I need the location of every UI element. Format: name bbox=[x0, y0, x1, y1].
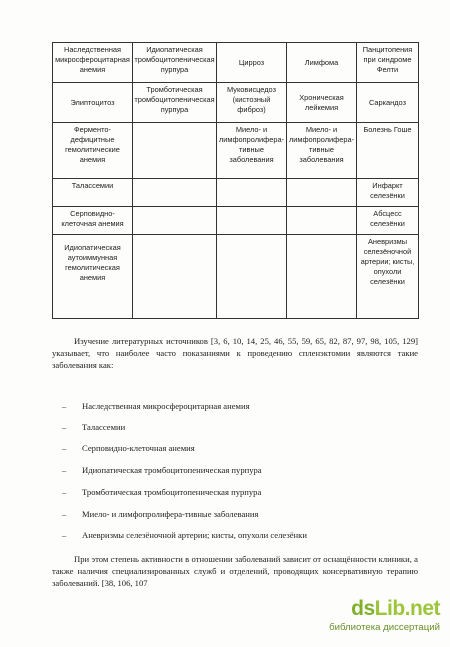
outro-paragraph: При этом степень активности в отношении заболеваний зависит от оснащённости клиники, а также наличия специализированных служб и отделений, проводящих консервативную терапию заболеваний. [38, 106, 107 bbox=[52, 554, 418, 588]
list-dash: – bbox=[62, 530, 67, 540]
table-cell: Абсцесс селезёнки bbox=[357, 207, 419, 235]
list-dash: – bbox=[62, 465, 67, 475]
table-cell: Болезнь Гоше bbox=[357, 123, 419, 179]
list-item-text: Тромботическая тромбоцитопеническая пурпура bbox=[82, 487, 262, 497]
list-item-text: Миело- и лимфопролифера-тивные заболевания bbox=[82, 509, 259, 519]
intro-paragraph: Изучение литературных источников [3, 6, 10, 14, 25, 46, 55, 59, 65, 82, 87, 97, 98, 105, 129] указывает, что наиболее часто показаниями к проведению спленэктомии являются такие заболевания как: bbox=[52, 336, 418, 370]
table-cell: Элиптоцитоз bbox=[53, 83, 133, 123]
list-item bbox=[62, 464, 262, 476]
table-cell: Миело- и лимфопролифера-тивные заболевания bbox=[217, 123, 287, 179]
document-body bbox=[52, 0, 418, 647]
list-item bbox=[62, 508, 258, 520]
table-cell: Миело- и лимфопролифера-тивные заболевания bbox=[287, 123, 357, 179]
table-cell: Саркандоз bbox=[357, 83, 419, 123]
table-cell: Талассемии bbox=[53, 179, 133, 207]
list-item bbox=[62, 486, 261, 498]
header-cell: Идиопатическая тромбоцитопеническая пурпура bbox=[133, 43, 217, 83]
dslib-logo bbox=[351, 597, 440, 621]
logo-ds: ds bbox=[351, 597, 375, 620]
header-cell: Цирроз bbox=[217, 43, 287, 83]
table-cell: Муковисцедоз (кистозный фиброз) bbox=[217, 83, 287, 123]
list-dash: – bbox=[62, 509, 67, 519]
list-item bbox=[62, 400, 250, 412]
dslib-watermark bbox=[316, 597, 444, 639]
list-item-text: Серповидно-клеточная анемия bbox=[82, 443, 195, 453]
table-cell: Тромботическая тромбоцитопеническая пурпура bbox=[133, 83, 217, 123]
list-item-text: Талассемии bbox=[82, 422, 126, 432]
table-cell: Хроническая лейкемия bbox=[287, 83, 357, 123]
list-item-text: Наследственная микросфероцитарная анемия bbox=[82, 401, 250, 411]
list-item bbox=[62, 529, 307, 541]
list-item-text: Аневризмы селезёночной артерии; кисты, опухоли селезёнки bbox=[82, 530, 307, 540]
list-item-text: Идиопатическая тромбоцитопеническая пурпура bbox=[82, 465, 262, 475]
header-cell: Панцитопения при синдроме Фелти bbox=[357, 43, 419, 83]
header-cell: Лимфома bbox=[287, 43, 357, 83]
table-cell: Ферменто-дефицитные гемолитические анемия bbox=[53, 123, 133, 179]
header-cell: Наследственная микросфероцитарная анемия bbox=[53, 43, 133, 83]
table-cell: Аневризмы селезёночной артерии; кисты, опухоли селезёнки bbox=[357, 235, 419, 319]
table-cell: Идиопатическая аутоиммунная гемолитическая анемия bbox=[53, 235, 133, 319]
list-dash: – bbox=[62, 401, 67, 411]
table-cell: Инфаркт селезёнки bbox=[357, 179, 419, 207]
table-cell: Серповидно-клеточная анемия bbox=[53, 207, 133, 235]
dslib-subtitle: библиотека диссертаций bbox=[329, 622, 440, 633]
logo-rest: Lib.net bbox=[374, 597, 440, 620]
list-item bbox=[62, 442, 195, 454]
list-item bbox=[62, 421, 125, 433]
list-dash: – bbox=[62, 443, 67, 453]
list-dash: – bbox=[62, 487, 67, 497]
list-dash: – bbox=[62, 422, 67, 432]
